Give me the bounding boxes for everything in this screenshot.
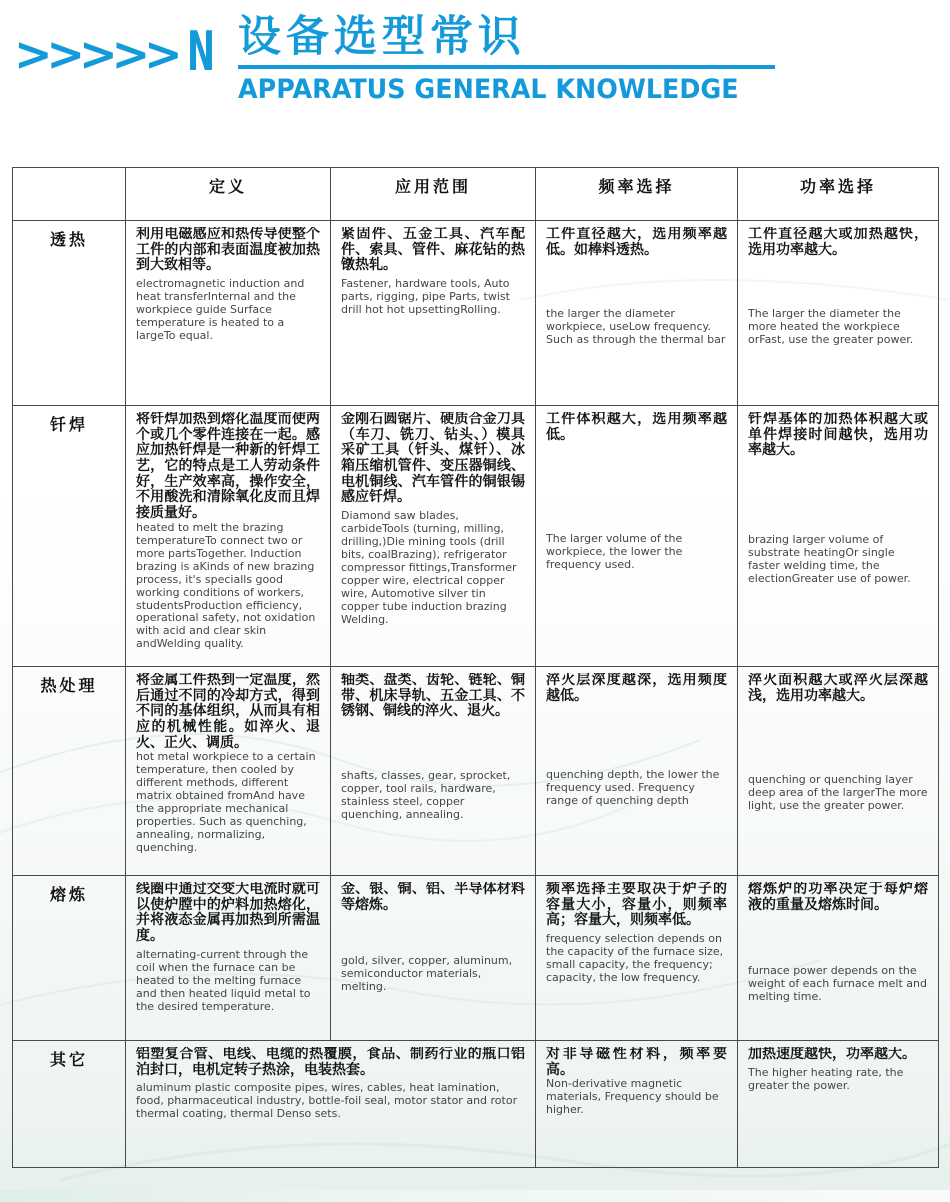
cell-power — [738, 667, 939, 876]
frequency-en: Non-derivative magnetic materials, Frequency should be higher. — [546, 1077, 719, 1117]
frequency-en: quenching depth, the lower the frequency used. Frequency range of quenching depth — [546, 768, 720, 808]
cell-frequency — [536, 1041, 738, 1168]
cell-power — [738, 406, 939, 667]
power-zh: 加热速度越快，功率越大。 — [748, 1047, 916, 1062]
page-title-en: APPARATUS GENERAL KNOWLEDGE — [237, 74, 739, 106]
chevrons-icon: >>>>> — [14, 27, 177, 82]
frequency-zh: 对非导磁性材料，频率要高。 — [546, 1047, 727, 1078]
selection-knowledge-table — [12, 167, 939, 1168]
page-title-zh: 设备选型常识 — [237, 12, 526, 62]
application-en: Diamond saw blades, carbideTools (turning, milling, drilling,)Die mining tools (drill bits, coalBrazing), refrigerator compressor fittings,Transformer copper wire, electrical copper wire, Automotive silver tin copper tube induction brazing Welding. — [341, 509, 517, 626]
application-en: Fastener, hardware tools, Auto parts, rigging, pipe Parts, twist drill hot hot upsettingRolling. — [341, 277, 510, 316]
power-zh: 淬火面积越大或淬火层深越浅，选用功率越大。 — [748, 673, 928, 704]
application-en: shafts, classes, gear, sprocket, copper, tool rails, hardware, stainless steel, copper quenching, annealing. — [341, 769, 511, 821]
power-en: furnace power depends on the weight of each furnace melt and melting time. — [748, 964, 927, 1004]
cell-application — [331, 406, 536, 667]
definition-zh: 将钎焊加热到熔化温度而使两个或几个零件连接在一起。感应加热钎焊是一种新的钎焊工艺，它的特点是工人劳动条件好，生产效率高，操作安全，不用酸洗和清除氧化皮而且焊接质量好。 — [136, 412, 320, 522]
cell-definition — [126, 221, 331, 406]
cell-frequency — [536, 406, 738, 667]
frequency-zh: 淬火层深度越深，选用频度越低。 — [546, 673, 727, 704]
frequency-zh: 工件体积越大，选用频率越低。 — [546, 412, 727, 443]
cell-power — [738, 876, 939, 1041]
cell-frequency — [536, 667, 738, 876]
application-zh: 轴类、盘类、齿轮、链轮、铜带、机床导轨、五金工具、不锈钢、铜线的淬火、退火。 — [341, 673, 525, 720]
power-en: The larger the diameter the more heated the workpiece orFast, use the greater power. — [748, 307, 914, 347]
row-label: 熔炼 — [13, 876, 126, 1041]
chevron-marker — [14, 20, 232, 84]
definition-zh: 将金属工件热到一定温度，然后通过不同的冷却方式，得到不同的基体组织，从而具有相应的机械性能。如淬火、退火、正火、调质。 — [136, 673, 320, 751]
definition-zh: 线圈中通过交变大电流时就可以使炉膛中的炉料加热熔化，并将液态金属再加热到所需温度。 — [136, 882, 320, 945]
application-zh: 紧固件、五金工具、汽车配件、索具、管件、麻花钻的热镦热轧。 — [341, 227, 525, 274]
definition-zh: 利用电磁感应和热传导使整个工件的内部和表面温度被加热到大致相等。 — [136, 227, 320, 274]
column-header-blank — [13, 168, 126, 221]
power-zh: 钎焊基体的加热体积越大或单件焊接时间越快，选用功率越大。 — [748, 412, 928, 459]
power-zh: 熔炼炉的功率决定于每炉熔液的重量及熔炼时间。 — [748, 882, 928, 913]
row-label: 透热 — [13, 221, 126, 406]
power-zh: 工件直径越大或加热越快，选用功率越大。 — [748, 227, 928, 258]
definition-en: heated to melt the brazing temperatureTo connect two or more partsTogether. Induction brazing is aKinds of new brazing process, it's specialls good working conditions of workers, studentsProduction efficiency, operational safety, not oxidation with acid and clear skin andWelding quality. — [136, 520, 316, 651]
cell-application — [331, 876, 536, 1041]
frequency-en: The larger volume of the workpiece, the lower the frequency used. — [546, 532, 683, 572]
cell-definition — [126, 876, 331, 1041]
cell-application — [331, 667, 536, 876]
table-row-brazing — [13, 406, 939, 667]
application-zh: 金刚石圆锯片、硬质合金刀具（车刀、铣刀、钻头、）模具采矿工具（钎头、煤钎）、冰箱压缩机管件、变压器铜线、电机铜线、汽车管件的铜银锡感应钎焊。 — [341, 412, 525, 506]
cell-definition-application — [126, 1041, 536, 1168]
definition-application-zh: 铝塑复合管、电线、电缆的热覆膜，食品、制药行业的瓶口铝泊封口，电机定转子热涂，电装热套。 — [136, 1047, 525, 1078]
cell-frequency — [536, 876, 738, 1041]
bottom-scan-band — [0, 1190, 950, 1202]
cell-definition — [126, 406, 331, 667]
column-header-power: 功率选择 — [738, 168, 939, 221]
title-underline — [238, 65, 775, 69]
table-row-others — [13, 1041, 939, 1168]
table-row-melting — [13, 876, 939, 1041]
column-header-definition: 定义 — [126, 168, 331, 221]
power-en: brazing larger volume of substrate heatingOr single faster welding time, the electionGreater use of power. — [748, 533, 911, 585]
application-zh: 金、银、铜、铝、半导体材料等熔炼。 — [341, 882, 525, 913]
row-label: 钎焊 — [13, 406, 126, 667]
power-en: quenching or quenching layer deep area of the largerThe more light, use the greater power. — [748, 773, 928, 813]
table-header-row — [13, 168, 939, 221]
table-row-heat-treatment — [13, 667, 939, 876]
definition-application-en: aluminum plastic composite pipes, wires, cables, heat lamination, food, pharmaceutical industry, bottle-foil seal, motor stator and rotor thermal coating, thermal Denso sets. — [136, 1081, 518, 1121]
frequency-en: frequency selection depends on the capacity of the furnace size, small capacity, the frequency; capacity, the low frequency. — [546, 932, 724, 984]
column-header-application: 应用范围 — [331, 168, 536, 221]
page-header — [14, 14, 775, 105]
power-en: The higher heating rate, the greater the power. — [748, 1065, 904, 1092]
definition-en: electromagnetic induction and heat transferInternal and the workpiece guide Surface temperature is heated to a largeTo equal. — [136, 277, 305, 342]
frequency-zh: 工件直径越大，选用频率越低。如棒料透热。 — [546, 227, 727, 258]
definition-en: alternating-current through the coil when the furnace can be heated to the melting furnace and then heated liquid metal to the desired temperature. — [136, 947, 311, 1013]
frequency-en: the larger the diameter workpiece, useLow frequency. Such as through the thermal bar — [546, 307, 726, 347]
application-en: gold, silver, copper, aluminum, semiconductor materials, melting. — [341, 954, 513, 994]
row-label: 其它 — [13, 1041, 126, 1168]
cell-frequency — [536, 221, 738, 406]
frequency-zh: 频率选择主要取决于炉子的容量大小，容量小，则频率高；容量大，则频率低。 — [546, 882, 727, 929]
title-block — [238, 14, 775, 105]
cell-application — [331, 221, 536, 406]
marker-letter: N — [186, 20, 215, 84]
table-row-through-heating — [13, 221, 939, 406]
cell-power — [738, 221, 939, 406]
definition-en: hot metal workpiece to a certain temperature, then cooled by different methods, different matrix obtained fromAnd have the appropriate mechanical properties. Such as quenching, annealing, normalizing, quenching. — [136, 750, 316, 855]
cell-power — [738, 1041, 939, 1168]
row-label: 热处理 — [13, 667, 126, 876]
cell-definition — [126, 667, 331, 876]
column-header-frequency: 频率选择 — [536, 168, 738, 221]
